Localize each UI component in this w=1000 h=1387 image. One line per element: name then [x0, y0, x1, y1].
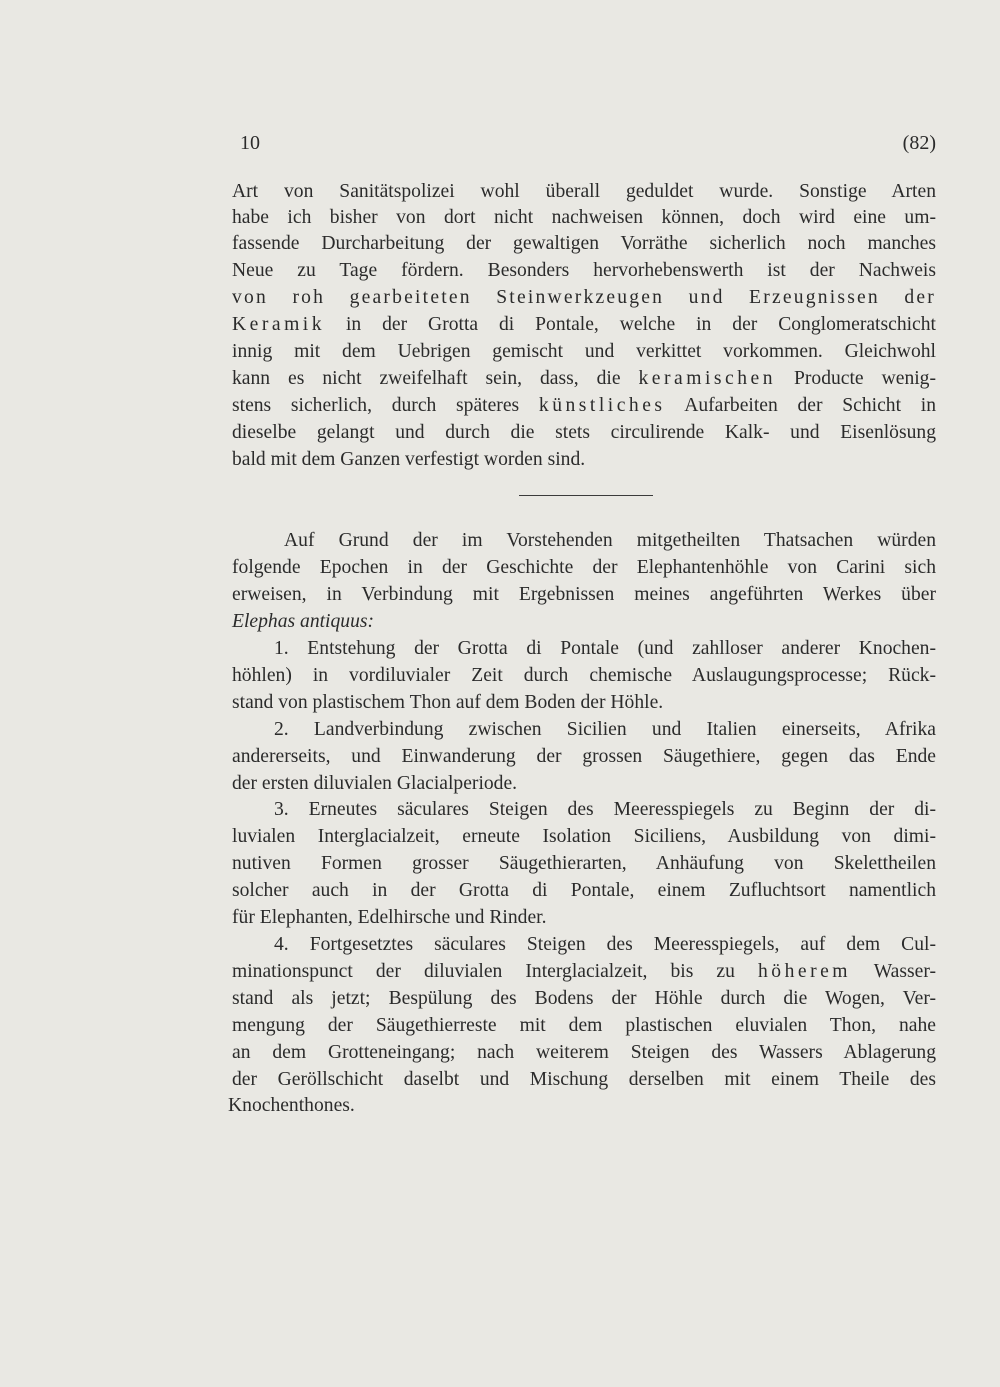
- text-line: an dem Grotteneingang; nach weiterem Steigen des Wassers Ablagerung: [232, 1042, 936, 1063]
- text-line: [232, 608, 936, 635]
- text-line: von roh gearbeiteten Steinwerkzeugen und Erzeugnissen der: [232, 287, 936, 308]
- text-line: [232, 958, 936, 985]
- page-header: [240, 132, 936, 158]
- page-number: 10: [240, 132, 260, 154]
- text-span: in der Grotta di Pontale, welche in der Conglomeratschicht: [325, 314, 936, 335]
- text-line: [232, 392, 936, 419]
- text-line: dieselbe gelangt und durch die stets circulirende Kalk- und Eisenlösung: [232, 422, 936, 443]
- text-span: Aufarbeiten der Schicht in: [665, 395, 936, 416]
- text-span: minationspunct der diluvialen Interglacialzeit, bis zu: [232, 961, 758, 982]
- text-line: [232, 365, 936, 392]
- text-line: der ersten diluvialen Glacialperiode.: [232, 773, 518, 794]
- text-line: innig mit dem Uebrigen gemischt und verkittet vorkommen. Gleichwohl: [232, 341, 936, 362]
- text-span: kann es nicht zweifelhaft sein, dass, die: [232, 368, 639, 389]
- text-span: Wasser-: [851, 961, 936, 982]
- text-line: stand als jetzt; Bespülung des Bodens der Höhle durch die Wogen, Ver-: [232, 988, 936, 1009]
- text-line: bald mit dem Ganzen verfestigt worden sind.: [232, 449, 586, 470]
- list-item-line: 1. Entstehung der Grotta di Pontale (und zahlloser anderer Knochen-: [274, 638, 936, 659]
- italic-text: Elephas antiquus:: [232, 611, 375, 632]
- text-line: stand von plastischem Thon auf dem Boden der Höhle.: [232, 692, 664, 713]
- text-line: Auf Grund der im Vorstehenden mitgetheilten Thatsachen würden: [284, 530, 936, 551]
- text-span: stens sicherlich, durch späteres: [232, 395, 539, 416]
- text-line: Knochenthones.: [228, 1095, 355, 1116]
- list-item-line: 3. Erneutes säculares Steigen des Meeresspiegels zu Beginn der di-: [274, 799, 936, 820]
- text-line: [232, 311, 936, 338]
- text-line: solcher auch in der Grotta di Pontale, einem Zufluchtsort namentlich: [232, 880, 936, 901]
- text-line: erweisen, in Verbindung mit Ergebnissen meines angeführten Werkes über: [232, 584, 936, 605]
- text-line: für Elephanten, Edelhirsche und Rinder.: [232, 907, 547, 928]
- list-item-line: 4. Fortgesetztes säculares Steigen des Meeresspiegels, auf dem Cul-: [274, 934, 936, 955]
- text-line: fassende Durcharbeitung der gewaltigen Vorräthe sicherlich noch manches: [232, 233, 936, 254]
- spaced-text: höherem: [757, 961, 852, 982]
- text-line: Art von Sanitätspolizei wohl überall geduldet wurde. Sonstige Arten: [232, 181, 936, 202]
- text-line: Neue zu Tage fördern. Besonders hervorhebenswerth ist der Nachweis: [232, 260, 936, 281]
- text-line: luvialen Interglacialzeit, erneute Isolation Siciliens, Ausbildung von dimi-: [232, 826, 936, 847]
- spaced-text: künstliches: [538, 395, 666, 416]
- text-line: nutiven Formen grosser Säugethierarten, Anhäufung von Skelettheilen: [232, 853, 936, 874]
- spaced-text: Keramik: [232, 314, 326, 335]
- original-page-number: (82): [902, 132, 936, 154]
- spaced-text: keramischen: [638, 368, 777, 389]
- text-line: folgende Epochen in der Geschichte der Elephantenhöhle von Carini sich: [232, 557, 936, 578]
- text-line: mengung der Säugethierreste mit dem plastischen eluvialen Thon, nahe: [232, 1015, 936, 1036]
- text-line: höhlen) in vordiluvialer Zeit durch chemische Auslaugungsprocesse; Rück-: [232, 665, 936, 686]
- text-line: andererseits, und Einwanderung der grossen Säugethiere, gegen das Ende: [232, 746, 936, 767]
- list-item-line: 2. Landverbindung zwischen Sicilien und Italien einerseits, Afrika: [274, 719, 936, 740]
- section-divider: [519, 495, 653, 496]
- text-line: habe ich bisher von dort nicht nachweisen können, doch wird eine um-: [232, 207, 936, 228]
- text-span: Producte wenig-: [776, 368, 937, 389]
- text-line: der Geröllschicht daselbt und Mischung derselben mit einem Theile des: [232, 1069, 936, 1090]
